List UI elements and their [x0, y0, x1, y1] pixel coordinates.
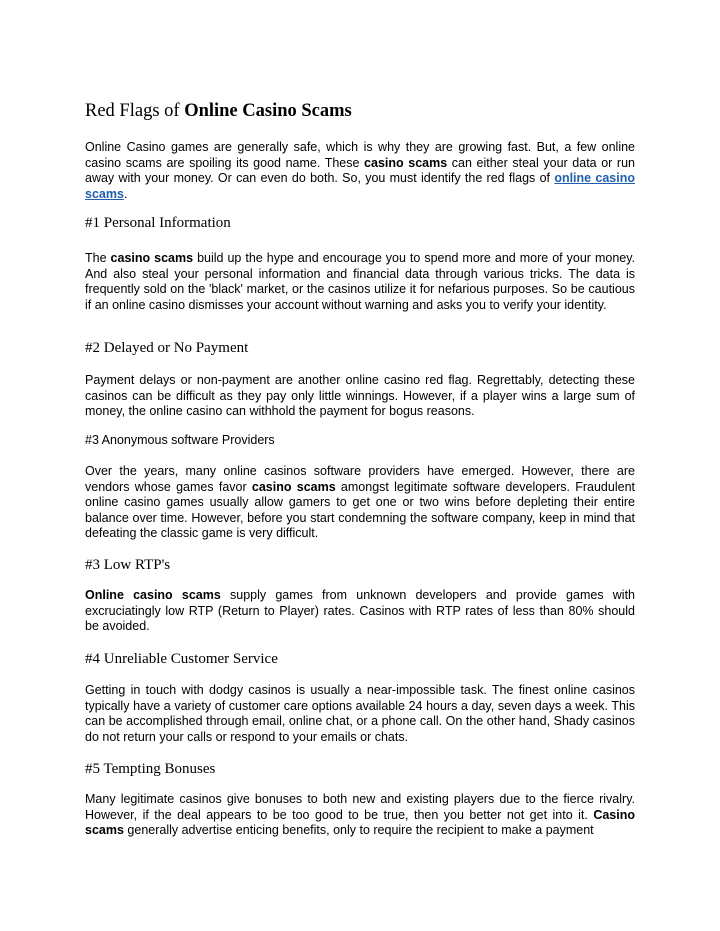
page-title: [85, 101, 352, 122]
heading-anonymous-software: #3 Anonymous software Providers: [85, 433, 275, 447]
delayed-payment-paragraph: Payment delays or non-payment are another online casino red flag. Regrettably, detecting these casinos can be difficult as they pay only little winnings. However, if a player wins a large sum of money, the online casino can withhold the payment for bogus reasons.: [85, 373, 635, 419]
anonymous-software-paragraph: [85, 464, 635, 542]
tempting-bonuses-paragraph: [85, 792, 635, 839]
customer-service-paragraph: Getting in touch with dodgy casinos is usually a near-impossible task. The finest online casinos typically have a variety of customer care options available 24 hours a day, seven days a week. This can be accomplished through email, online chat, or a phone call. On the other hand, Shady casinos do not return your calls or respond to your emails or chats.: [85, 683, 635, 744]
s3a-bold-1: casino scams: [251, 479, 336, 494]
s5-text-1: Many legitimate casinos give bonuses to both new and existing players due to the fierce rivalry. However, if the deal appears to be too good to be true, then you better not get into it.: [85, 792, 635, 822]
s3b-text-1: supply games from unknown developers and provide games with excruciatingly low RTP (Return to Player) rates. Casinos with RTP rates of less than 80% should be avoided.: [85, 588, 636, 634]
low-rtp-paragraph: [85, 588, 635, 635]
title-bold: Online Casino Scams: [184, 101, 352, 121]
heading-personal-information: #1 Personal Information: [85, 215, 231, 231]
s1-text-2: build up the hype and encourage you to spend more and more of your money. And also steal your personal information and financial data through various tricks. The data is frequently sold on the 'black' market, or the casinos utilize it for nefarious purposes. So be cautious if an online casino dismisses your account without warning and asks you to verify your identity.: [85, 251, 636, 312]
heading-low-rtp: #3 Low RTP's: [85, 557, 171, 573]
personal-information-paragraph: [85, 251, 635, 313]
s3a-text-1: Over the years, many online casinos software providers have emerged. However, there are vendors whose games favor: [85, 464, 635, 494]
s3a-text-2: amongst legitimate software developers. Fraudulent online casino games usually allow gamers to get one or two wins before depleting their entire balance over time. However, before you start condemning the software company, keep in mind that defeating the classic game is very difficult.: [85, 479, 635, 541]
intro-text-2: can either steal your data or run away with your money. Or can even do both. So, you must identify the red flags of: [85, 155, 635, 186]
heading-delayed-payment: #2 Delayed or No Payment: [85, 340, 249, 356]
s5-bold-1: Casino scams: [85, 807, 635, 838]
heading-customer-service: #4 Unreliable Customer Service: [85, 651, 278, 667]
s3b-bold-1: Online casino scams: [85, 588, 221, 602]
online-casino-scams-link[interactable]: online casino scams: [85, 171, 635, 201]
s1-bold-1: casino scams: [110, 251, 194, 265]
intro-bold-1: casino scams: [364, 155, 448, 170]
intro-text-3: .: [123, 186, 128, 201]
s5-text-2: generally advertise enticing benefits, only to require the recipient to make a payment: [123, 823, 594, 838]
intro-paragraph: [85, 140, 635, 202]
heading-tempting-bonuses: #5 Tempting Bonuses: [85, 761, 216, 777]
intro-text-1: Online Casino games are generally safe, which is why they are growing fast. But, a few online casino scams are spoiling its good name. These: [85, 140, 635, 170]
title-prefix: Red Flags of: [85, 101, 185, 121]
s1-text-1: The: [85, 251, 111, 265]
